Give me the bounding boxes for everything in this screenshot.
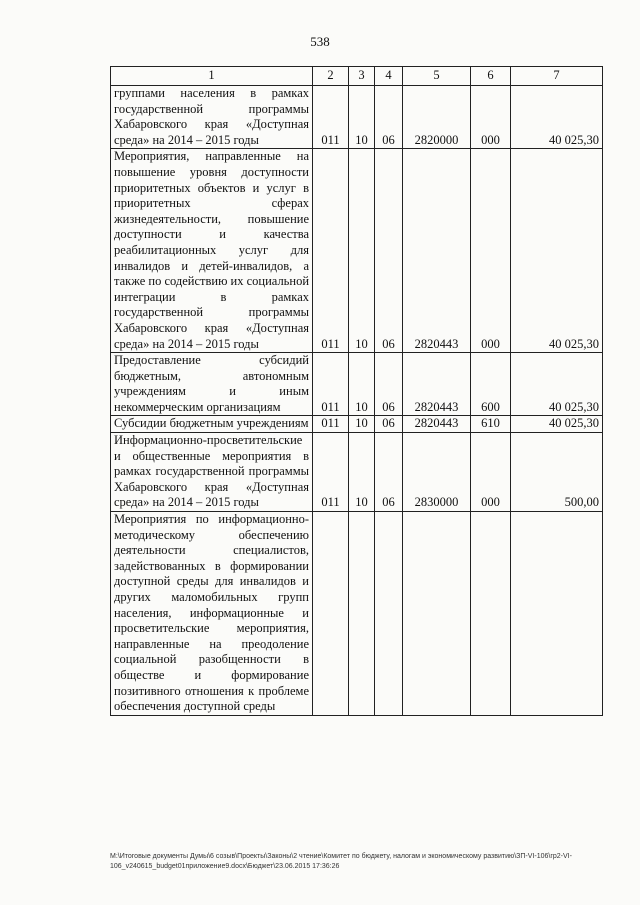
file-path-footer: M:\Итоговые документы Думы\6 созыв\Проекты\Законы\2 чтение\Комитет по бюджету, налогам и экономическому развитию\ЗП-VI-106\гр2-VI-106_v240615_budget01приложение9.docx\Бюджет\23.06.2015 17:36:26 — [110, 853, 572, 870]
ministry-code — [313, 512, 349, 716]
column-header: 2 — [313, 67, 349, 86]
ministry-code: 011 — [313, 433, 349, 512]
expense-type-code — [471, 512, 511, 716]
subsection-code: 06 — [375, 416, 403, 433]
expense-type-code: 000 — [471, 149, 511, 353]
expense-type-code: 610 — [471, 416, 511, 433]
row-description: Мероприятия, направленные на повышение уровня доступности приоритетных объектов и услуг в приоритетных сферах жизнедеятельности, повышение доступности и качества реабилитационных услуг для инвалидов и детей-инвалидов, а также по содействию их социальной интеграции в рамках государственной программы Хабаровского края «Доступная среда» на 2014 – 2015 годы — [111, 149, 313, 353]
column-header: 3 — [349, 67, 375, 86]
section-code: 10 — [349, 433, 375, 512]
column-header: 5 — [403, 67, 471, 86]
subsection-code: 06 — [375, 149, 403, 353]
target-item-code: 2820443 — [403, 416, 471, 433]
section-code: 10 — [349, 149, 375, 353]
column-header: 1 — [111, 67, 313, 86]
section-code — [349, 512, 375, 716]
target-item-code: 2820000 — [403, 86, 471, 149]
table-row — [111, 416, 603, 433]
section-code: 10 — [349, 86, 375, 149]
target-item-code: 2830000 — [403, 433, 471, 512]
expense-type-code: 000 — [471, 86, 511, 149]
table-header-row — [111, 67, 603, 86]
row-description: Субсидии бюджетным учреждениям — [111, 416, 313, 433]
section-code: 10 — [349, 353, 375, 416]
amount: 40 025,30 — [511, 416, 603, 433]
expense-type-code: 000 — [471, 433, 511, 512]
amount — [511, 512, 603, 716]
subsection-code: 06 — [375, 86, 403, 149]
subsection-code — [375, 512, 403, 716]
row-description: Информационно-просветительские и общественные мероприятия в рамках государственной программы Хабаровского края «Доступная среда» на 2014 – 2015 годы — [111, 433, 313, 512]
subsection-code: 06 — [375, 433, 403, 512]
row-description: Мероприятия по информационно-методическому обеспечению деятельности специалистов, задействованных в формировании доступной среды для инвалидов и других маломобильных групп населения, информационные и просветительские мероприятия, направленные на преодоление социальной разобщенности в обществе и формирование позитивного отношения к проблеме обеспечения доступной среды — [111, 512, 313, 716]
budget-table — [110, 66, 603, 716]
table-row — [111, 512, 603, 716]
section-code: 10 — [349, 416, 375, 433]
table-row — [111, 86, 603, 149]
row-description: группами населения в рамках государственной программы Хабаровского края «Доступная среда» на 2014 – 2015 годы — [111, 86, 313, 149]
row-description: Предоставление субсидий бюджетным, автономным учреждениям и иным некоммерческим организациям — [111, 353, 313, 416]
amount: 40 025,30 — [511, 353, 603, 416]
page-number: 538 — [310, 34, 330, 49]
ministry-code: 011 — [313, 149, 349, 353]
table-row — [111, 149, 603, 353]
ministry-code: 011 — [313, 86, 349, 149]
target-item-code — [403, 512, 471, 716]
amount: 500,00 — [511, 433, 603, 512]
subsection-code: 06 — [375, 353, 403, 416]
target-item-code: 2820443 — [403, 149, 471, 353]
target-item-code: 2820443 — [403, 353, 471, 416]
amount: 40 025,30 — [511, 86, 603, 149]
ministry-code: 011 — [313, 353, 349, 416]
column-header: 6 — [471, 67, 511, 86]
column-header: 4 — [375, 67, 403, 86]
table-row — [111, 433, 603, 512]
table-row — [111, 353, 603, 416]
ministry-code: 011 — [313, 416, 349, 433]
amount: 40 025,30 — [511, 149, 603, 353]
expense-type-code: 600 — [471, 353, 511, 416]
column-header: 7 — [511, 67, 603, 86]
